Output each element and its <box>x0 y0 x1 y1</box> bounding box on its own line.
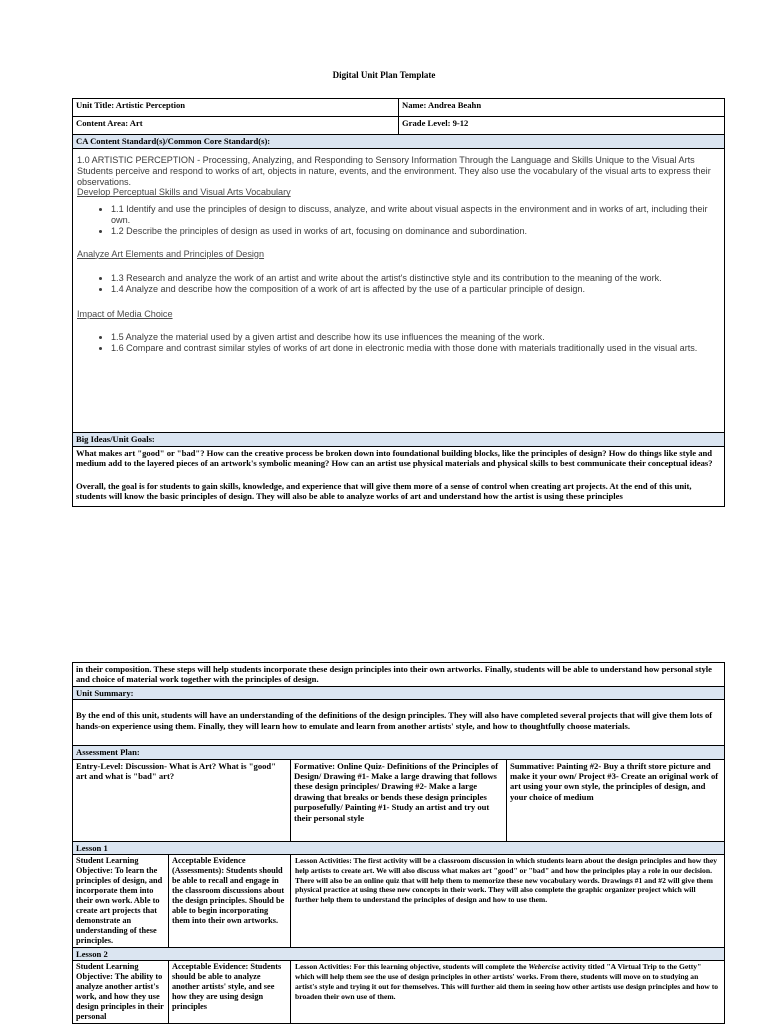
big-ideas-content <box>73 447 725 507</box>
standards-list-1 <box>77 204 720 236</box>
unit-plan-table-page2 <box>72 662 725 1024</box>
assessment-entry-level: Entry-Level: Discussion- What is Art? What is "good" art and what is "bad" art? <box>73 759 291 841</box>
assessment-plan-header: Assessment Plan: <box>73 746 725 759</box>
lesson-2-evidence: Acceptable Evidence: Students should be able to analyze another artists' style, and see how they are using design principles <box>169 961 291 1024</box>
section-title-perceptual: Develop Perceptual Skills and Visual Arts Vocabulary <box>77 187 291 198</box>
section-title-elements: Analyze Art Elements and Principles of Design <box>77 248 265 259</box>
lesson-1-objective: Student Learning Objective: To learn the principles of design, and incorporate them into their own work. Able to create art projects that demonstrate an understanding of these principles. <box>73 855 169 948</box>
unit-summary-content: By the end of this unit, students will have an understanding of the definitions of the design principles. They will also have completed several projects that will give them lots of hands-on experience using them. Finally, they will learn how to emulate and learn from another artists' style, and how to thoughtfully choose materials. <box>73 700 725 746</box>
big-ideas-paragraph-2: Overall, the goal is for students to gain skills, knowledge, and experience that will give them more of a sense of control when creating art projects. At the end of this unit, students will know the basic principles of design. They will also be able to analyze works of art and understand how the artist is using these principles <box>76 480 692 502</box>
webercise-term: Webercise <box>528 962 560 972</box>
standards-intro: Students perceive and respond to works of art, objects in nature, events, and the environment. They also use the vocabulary of the visual arts to express their observations. <box>77 165 711 187</box>
standards-list-2 <box>77 273 720 295</box>
lesson-2-activities <box>291 961 725 1024</box>
standards-heading: 1.0 ARTISTIC PERCEPTION - Processing, Analyzing, and Responding to Sensory Information Through the Language and Skills Unique to the Visual Arts <box>77 155 695 165</box>
lesson-1-header: Lesson 1 <box>73 841 725 854</box>
lesson-2-header: Lesson 2 <box>73 948 725 961</box>
assessment-formative: Formative: Online Quiz- Definitions of the Principles of Design/ Drawing #1- Make a large drawing that follows these design principles/ Drawing #2- Make a large drawing that breaks or bends these design principles purposefully/ Painting #1- Study an artist and try out their personal style <box>291 759 507 841</box>
standard-item: • 1.4 Analyze and describe how the composition of a work of art is affected by the use of a particular principle of design. <box>111 284 720 295</box>
assessment-summative: Summative: Painting #2- Buy a thrift store picture and make it your own/ Project #3- Create an original work of art using your own style, the principles of design, and your choice of medium <box>507 759 725 841</box>
unit-summary-header: Unit Summary: <box>73 686 725 699</box>
big-ideas-continued: in their composition. These steps will help students incorporate these design principles into their own artworks. Finally, students will be able to understand how personal style and choice of material work together with the principles of design. <box>73 663 725 687</box>
standard-item: • 1.1 Identify and use the principles of design to discuss, analyze, and write about visual aspects in the environment and in works of art, including their own. <box>111 204 720 226</box>
content-area-cell: Content Area: Art <box>73 117 399 135</box>
lesson-1-activities: Lesson Activities: The first activity will be a classroom discussion in which students learn about the design principles and how they help artists to create art. We will also discuss what makes art "good" or "bad" and how the principles play a role in our decision. There will also be an online quiz that will help them to memorize these new vocabulary words. Drawings #1 and #2 will give them physical practice at using these new concepts in their work. They will also complete the graphic organizer project which will further help them to understand the principles of design and how to use them. <box>291 855 725 948</box>
standard-item: • 1.5 Analyze the material used by a given artist and describe how its use influences the meaning of the work. <box>111 332 720 343</box>
unit-title-cell: Unit Title: Artistic Perception <box>73 99 399 117</box>
name-cell: Name: Andrea Beahn <box>399 99 725 117</box>
standards-list-3 <box>77 332 720 354</box>
document-title: Digital Unit Plan Template <box>332 70 436 80</box>
grade-level-cell: Grade Level: 9-12 <box>399 117 725 135</box>
big-ideas-header: Big Ideas/Unit Goals: <box>73 433 725 447</box>
unit-plan-table-page1 <box>72 98 725 507</box>
standard-item: • 1.2 Describe the principles of design as used in works of art, focusing on dominance and subordination. <box>111 226 720 237</box>
standard-item: • 1.3 Research and analyze the work of an artist and write about the artist's distinctive style and its contribution to the meaning of the work. <box>111 273 720 284</box>
lesson-2-objective: Student Learning Objective: The ability to analyze another artist's work, and how they use design principles in their personal <box>73 961 169 1024</box>
lesson-2-activities-suffix: activity titled "A Virtual Trip to the Getty" which will help them see the use of design principles in other artists' works. From there, students will move on to studying an artist's style and trying it out for themselves. This will further aid them in seeing how other artists use design principles and how to broaden their own use of them. <box>295 962 719 1001</box>
standards-header: CA Content Standard(s)/Common Core Standard(s): <box>73 135 725 149</box>
standards-content <box>73 149 725 433</box>
big-ideas-paragraph-1: What makes art "good" or "bad"? How can the creative process be broken down into foundational building blocks, like the principles of design? How do things like style and medium add to the layered pieces of an artwork's symbolic meaning? How can an artist use physical materials and physical skills to best communicate their conceptual ideas? <box>76 448 713 469</box>
section-title-media: Impact of Media Choice <box>77 308 173 319</box>
lesson-2-activities-prefix: Lesson Activities: For this learning objective, students will complete the <box>295 962 529 972</box>
standard-item: • 1.6 Compare and contrast similar styles of works of art done in electronic media with those done with materials traditionally used in the visual arts. <box>111 343 720 354</box>
lesson-1-evidence: Acceptable Evidence (Assessments): Students should be able to recall and engage in the classroom discussions about the design principles. Should be able to begin incorporating them into their own artworks. <box>169 855 291 948</box>
